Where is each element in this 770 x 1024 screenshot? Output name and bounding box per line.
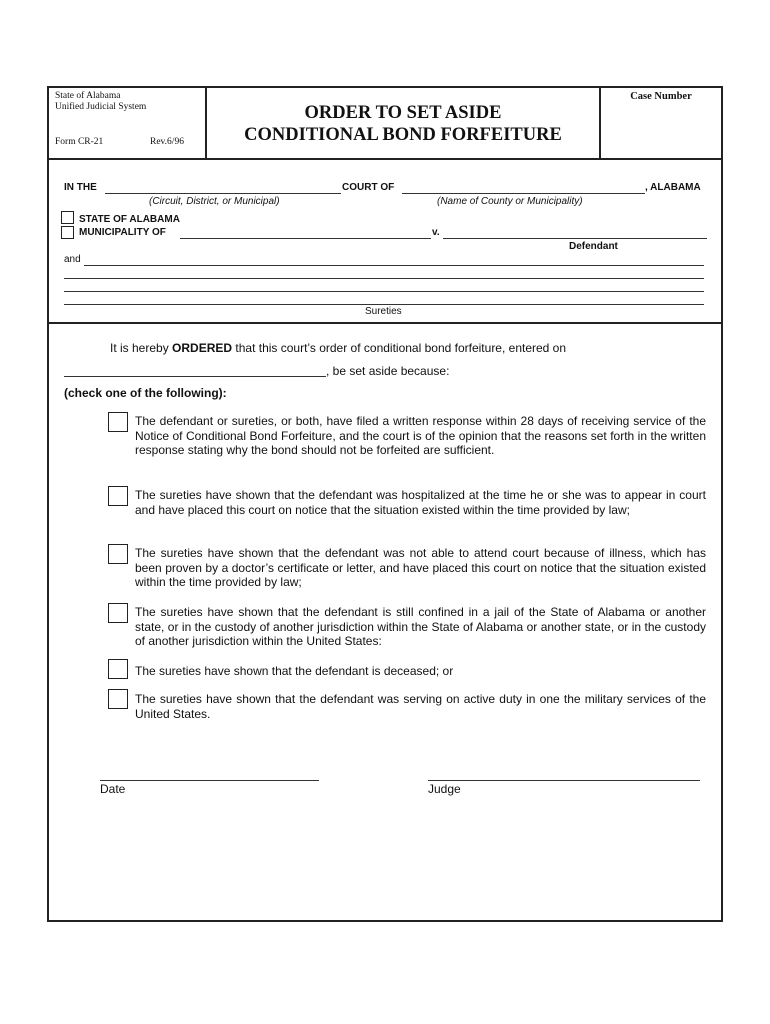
municipality-checkbox[interactable] — [61, 226, 74, 239]
reason-checkbox-5[interactable] — [108, 659, 128, 679]
ordered-intro — [110, 341, 566, 355]
check-instruction: (check one of the following): — [64, 386, 227, 400]
county-hint: (Name of County or Municipality) — [437, 196, 583, 207]
sureties-field-2[interactable] — [64, 278, 704, 279]
alabama-label: , ALABAMA — [645, 182, 701, 193]
reason-checkbox-1[interactable] — [108, 412, 128, 432]
title-line-2: CONDITIONAL BOND FORFEITURE — [244, 125, 562, 145]
reason-checkbox-2[interactable] — [108, 486, 128, 506]
reason-option-4: The sureties have shown that the defendant is still confined in a jail of the State of Alabama or another state, or in the custody of another jurisdiction within the State of Alabama or another state, or in the custody of another jurisdiction within the United States: — [135, 605, 706, 648]
title-line-1: ORDER TO SET ASIDE — [304, 103, 502, 123]
sureties-label: Sureties — [365, 306, 402, 317]
intro-pre: It is hereby — [110, 341, 173, 355]
date-entered-field[interactable] — [64, 376, 326, 377]
municipality-field[interactable] — [180, 238, 431, 239]
date-label: Date — [100, 782, 126, 796]
county-field[interactable] — [402, 193, 645, 194]
reason-checkbox-3[interactable] — [108, 544, 128, 564]
form-title — [207, 88, 601, 158]
court-of-label: COURT OF — [342, 182, 395, 193]
in-the-label: IN THE — [64, 182, 97, 193]
intro-post: that this court’s order of conditional bond forfeiture, entered on — [232, 341, 567, 355]
sureties-field-3[interactable] — [64, 291, 704, 292]
set-aside-text: , be set aside because: — [326, 364, 450, 378]
agency-block — [49, 88, 207, 158]
sureties-field-1[interactable] — [84, 265, 704, 266]
judge-signature-line[interactable] — [428, 780, 700, 781]
court-type-field[interactable] — [105, 193, 341, 194]
form-revision: Rev.6/96 — [150, 137, 184, 147]
municipality-label: MUNICIPALITY OF — [79, 227, 166, 238]
defendant-label: Defendant — [569, 241, 618, 252]
reason-option-1: The defendant or sureties, or both, have filed a written response within 28 days of receiving service of the Notice of Conditional Bond Forfeiture, and the court is of the opinion that the reasons set forth in the written response stating why the bond should not be forfeited are sufficient. — [135, 414, 706, 457]
case-number-label: Case Number — [630, 91, 692, 102]
and-label: and — [64, 254, 81, 265]
reason-option-2: The sureties have shown that the defendant was hospitalized at the time he or she was to appear in court and have placed this court on notice that the situation existed within the time provided by law; — [135, 488, 706, 517]
case-number-box[interactable] — [601, 88, 721, 158]
date-signature-line[interactable] — [100, 780, 319, 781]
state-name: State of Alabama — [55, 91, 121, 101]
judicial-system: Unified Judicial System — [55, 102, 147, 112]
reason-checkbox-4[interactable] — [108, 603, 128, 623]
order-form — [47, 86, 723, 922]
reason-option-3: The sureties have shown that the defendant was not able to attend court because of illness, which has been proven by a doctor’s certificate or letter, and have placed this court on notice that the situation existed within the time provided by law; — [135, 546, 706, 589]
versus-label: v. — [432, 227, 440, 238]
reason-option-5: The sureties have shown that the defendant is deceased; or — [135, 664, 454, 678]
court-type-hint: (Circuit, District, or Municipal) — [149, 196, 280, 207]
form-number: Form CR-21 — [55, 137, 104, 147]
state-of-alabama-label: STATE OF ALABAMA — [79, 214, 180, 225]
form-header — [49, 88, 721, 160]
judge-label: Judge — [428, 782, 461, 796]
ordered-keyword: ORDERED — [172, 341, 233, 355]
reason-checkbox-6[interactable] — [108, 689, 128, 709]
sureties-field-4[interactable] — [64, 304, 704, 305]
state-of-alabama-checkbox[interactable] — [61, 211, 74, 224]
reason-option-6: The sureties have shown that the defendant was serving on active duty in one the military services of the United States. — [135, 692, 706, 721]
defendant-field[interactable] — [443, 238, 707, 239]
case-caption — [49, 158, 721, 324]
